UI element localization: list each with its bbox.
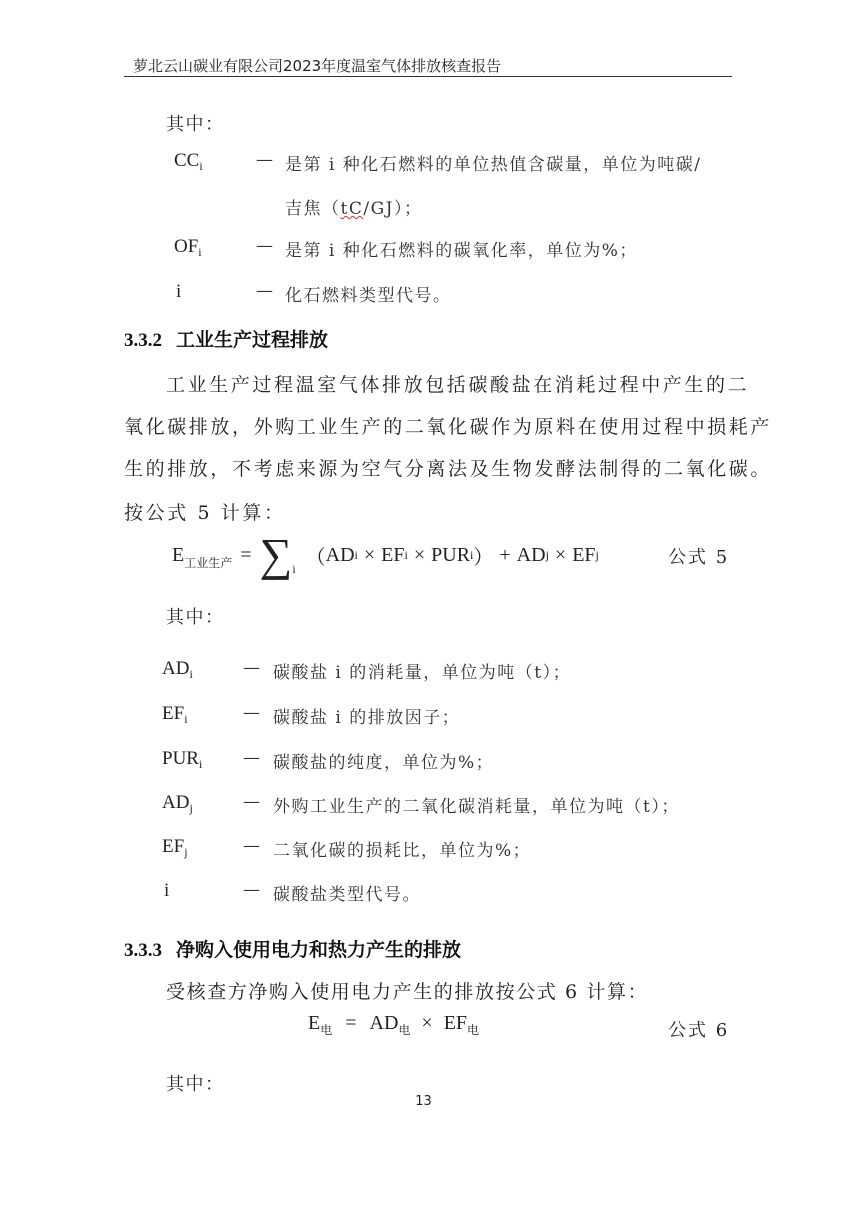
def-text-cc: 是第 i 种化石燃料的单位热值含碳量，单位为吨碳/ xyxy=(285,155,702,175)
def-dash: — xyxy=(243,748,262,768)
def-symbol-ad-i: $AD_i$ xyxy=(162,658,193,681)
def-text-ef-j: 二氧化碳的损耗比，单位为%； xyxy=(273,841,532,861)
where-label-top: 其中： xyxy=(166,114,225,135)
def-text-of: 是第 i 种化石燃料的碳氧化率，单位为%； xyxy=(285,241,638,261)
def-symbol-ad-j: $AD_j$ xyxy=(162,792,193,815)
section-heading-3-3-3: 3.3.3 净购入使用电力和热力产生的排放 xyxy=(124,939,462,961)
section-heading-3-3-2: 3.3.2 工业生产过程排放 xyxy=(124,329,329,351)
paragraph-line: 氧化碳排放，外购工业生产的二氧化碳作为原料在使用过程中损耗产 xyxy=(124,416,773,438)
where-label: 其中： xyxy=(166,607,225,628)
paragraph-line: 受核查方净购入使用电力产生的排放按公式 6 计算： xyxy=(166,981,649,1003)
formula-6: $E_电 = AD_电 \times EF_电$ xyxy=(308,1012,480,1037)
def-dash: — xyxy=(243,658,262,678)
def-text-ad-i: 碳酸盐 i 的消耗量，单位为吨（t）； xyxy=(273,663,572,683)
def-symbol-cc: $CC_i$ xyxy=(174,150,203,173)
page-number: 13 xyxy=(415,1094,432,1109)
def-text-i: 化石燃料类型代号。 xyxy=(285,286,452,306)
def-symbol-of: $OF_i$ xyxy=(174,236,202,259)
def-dash: — xyxy=(243,792,262,812)
def-dash: — xyxy=(243,880,262,900)
def-dash: — xyxy=(256,236,275,256)
formula-6-label: 公式 6 xyxy=(668,1020,730,1041)
def-text-ad-j: 外购工业生产的二氧化碳消耗量，单位为吨（t）； xyxy=(273,797,680,817)
def-symbol-ef-i: $EF_i$ xyxy=(162,703,188,726)
header-divider xyxy=(124,76,732,77)
running-header: 萝北云山碳业有限公司2023年度温室气体排放核查报告 xyxy=(133,57,502,75)
def-text-ef-i: 碳酸盐 i 的排放因子； xyxy=(273,708,461,728)
def-dash: — xyxy=(256,150,275,170)
def-text-i: 碳酸盐类型代号。 xyxy=(273,885,421,905)
def-dash: — xyxy=(243,703,262,723)
def-symbol-ef-j: $EF_j$ xyxy=(162,836,188,859)
where-label: 其中： xyxy=(166,1074,225,1095)
def-symbol-pur-i: $PUR_i$ xyxy=(162,748,203,771)
def-dash: — xyxy=(243,836,262,856)
formula-5-label: 公式 5 xyxy=(668,547,730,568)
def-text-pur-i: 碳酸盐的纯度，单位为%； xyxy=(273,753,495,773)
paragraph-line: 按公式 5 计算： xyxy=(124,502,286,524)
def-symbol-i: i xyxy=(164,880,170,901)
def-text-cc-continuation: 吉焦（tC/GJ）； xyxy=(285,199,423,219)
def-symbol-i: i xyxy=(176,281,182,302)
paragraph-line: 工业生产过程温室气体排放包括碳酸盐在消耗过程中产生的二 xyxy=(166,374,750,396)
paragraph-line: 生的排放，不考虑来源为空气分离法及生物发酵法制得的二氧化碳。 xyxy=(124,458,773,480)
formula-5: E $_{工业生产}$ = ∑ $_i$ （ AD i × EF i × PUR i ） + AD j × EF j xyxy=(172,529,599,580)
def-dash: — xyxy=(256,281,275,301)
